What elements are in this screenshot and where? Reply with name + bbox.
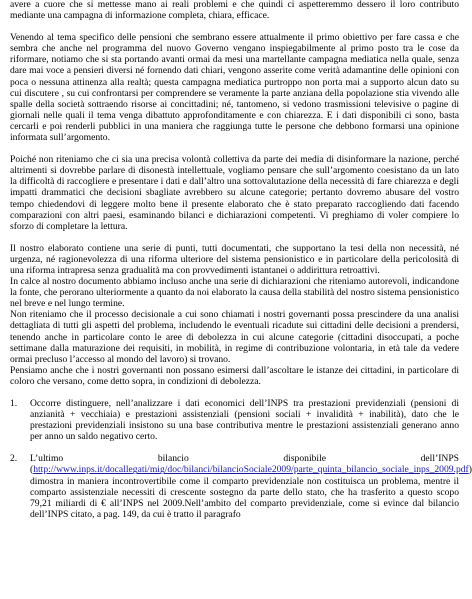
list-item-text: Occorre distinguere, nell’analizzare i dati economici dell’INPS tra prestazioni previdenziali (pensioni di anzianità + vecchiaia) e prestazioni assistenziali (pensioni sociali + invalidità + inabilità), dato che le prestazioni previdenziali insistono su una base contributiva mentre le prestazioni assistenziali generano anno per anno un saldo negativo certo. — [30, 398, 459, 443]
list-item — [10, 398, 459, 442]
numbered-list — [10, 398, 472, 520]
paragraph-declarations: In calce al nostro documento abbiamo incluso anche una serie di dichiarazioni che riteniamo autorevoli, indicandone la fonte, che perorano ulteriormente a quanto da noi elaborato la causa della stabilità del nostro sistema pensionistico nel breve e nel lungo termine. — [10, 276, 459, 310]
paragraph-listen-citizens: Pensiamo anche che i nostri governanti non possano esimersi dall’ascoltare le istanze dei cittadini, in particolare di coloro che versano, come detto sopra, in condizioni di debolezza. — [10, 364, 459, 387]
paragraph-media-intent: Poiché non riteniamo che ci sia una precisa volontà collettiva da parte dei media di disinformare la nazione, perché altrimenti si dovrebbe parlare di disonestà intellettuale, vogliamo pensare che sull’argomento coesistano da un lato la difficoltà di raccogliere e presentare i dati e dall’altro una sottovalutazione della necessità di fare chiarezza e degli impatti drammatici che decisioni sbagliate avrebbero su alcune categorie; pertanto dovremo abusare del vostro tempo chiedendovi di leggere molto bene il presente elaborato che è stato preparato raccogliendo dati facendo comparazioni con altri paesi, esaminando bilanci e dichiarazioni competenti. Vi preghiamo di voler compiere lo sforzo di completare la lettura. — [10, 154, 459, 232]
list-item-text-before-link: L’ultimo bilancio disponibile dell’INPS ( — [30, 453, 459, 476]
paragraph-intro-continuation: avere a cuore che si mettesse mano ai reali problemi e che quindi ci aspetteremmo dessero il loro contributo mediante una campagna di informazione completa, chiara, efficace. — [10, 0, 459, 22]
list-item — [10, 453, 472, 520]
inps-report-link[interactable]: http://www.inps.it/docallegati/mig/doc/bilanci/bilancioSociale2009/parte_quinta_bilancio_sociale_inps_2009.pdf — [33, 464, 469, 476]
document-body — [10, 0, 472, 531]
list-item-number: 1. — [10, 398, 18, 409]
paragraph-document-contents: Il nostro elaborato contiene una serie di punti, tutti documentati, che supportano la tesi della non necessità, né urgenza, né ragionevolezza di una riforma ulteriore del sistema pensionistico e in particolare della pericolosità di una riforma intrapresa senza gradualità ma con provvedimenti istantanei o addirittura retroattivi. — [10, 242, 459, 276]
paragraph-decision-process: Non riteniamo che il processo decisionale a cui sono chiamati i nostri governanti possa prescindere da una analisi dettagliata di tutti gli aspetti del problema, includendo le eventuali ricadute sui cittadini delle decisioni a prendersi, tenendo anche in particolare conto le aree di debolezza in cui alcune categorie (cittadini disoccupati, a poche settimane dalla maturazione dei requisiti, in mobilità, in regime di contribuzione volontaria, in età tale da vedere ormai precluso l’accesso al mondo del lavoro) si trovano. — [10, 309, 459, 365]
list-item-number: 2. — [10, 453, 18, 465]
list-item-text-after-link: ) dimostra in maniera incontrovertibile come il comparto previdenziale non costituisca un problema, mentre il comparto assistenziale necessiti di crescente sostegno da parte dello stato, che ha trasferito a questo scopo 79,21 miliardi di € all’INPS nel 2009.Nell’ambito del comparto previdenziale, come si evince dal bilancio dell’INPS citato, a pag. 149, da cui è tratto il paragrafo — [30, 464, 472, 520]
paragraph-pensions-media: Venendo al tema specifico delle pensioni che sembrano essere attualmente il primo obiettivo per fare cassa e che sembra che anche nel programma del nuovo Governo vengano inspiegabilmente al primo posto tra le cose da riformare, notiamo che si sta portando avanti ormai da mesi una martellante campagna mediatica nella quale, senza dare mai voce a pensieri diversi né fornendo dati chiari, vengono asserite come verità adamantine delle opinioni con poca o nessuna attinenza alla realtà; questa campagna mediatica purtroppo non porta mai a supporto alcun dato su cui discutere , su cui confrontarsi per comprendere se veramente la parte anziana della popolazione stia vivendo alle spalle della società sottraendo risorse ai concittadini; né, tantomeno, si vedono trasmissioni televisive o pagine di giornali nelle quali il tema venga dibattuto approfonditamente e con chiarezza. E i dati disponibili ci sono, basta cercarli e poi renderli pubblici in una maniera che raggiunga tutte le persone che debbono formarsi una opinione informata sull’argomento. — [10, 32, 459, 144]
